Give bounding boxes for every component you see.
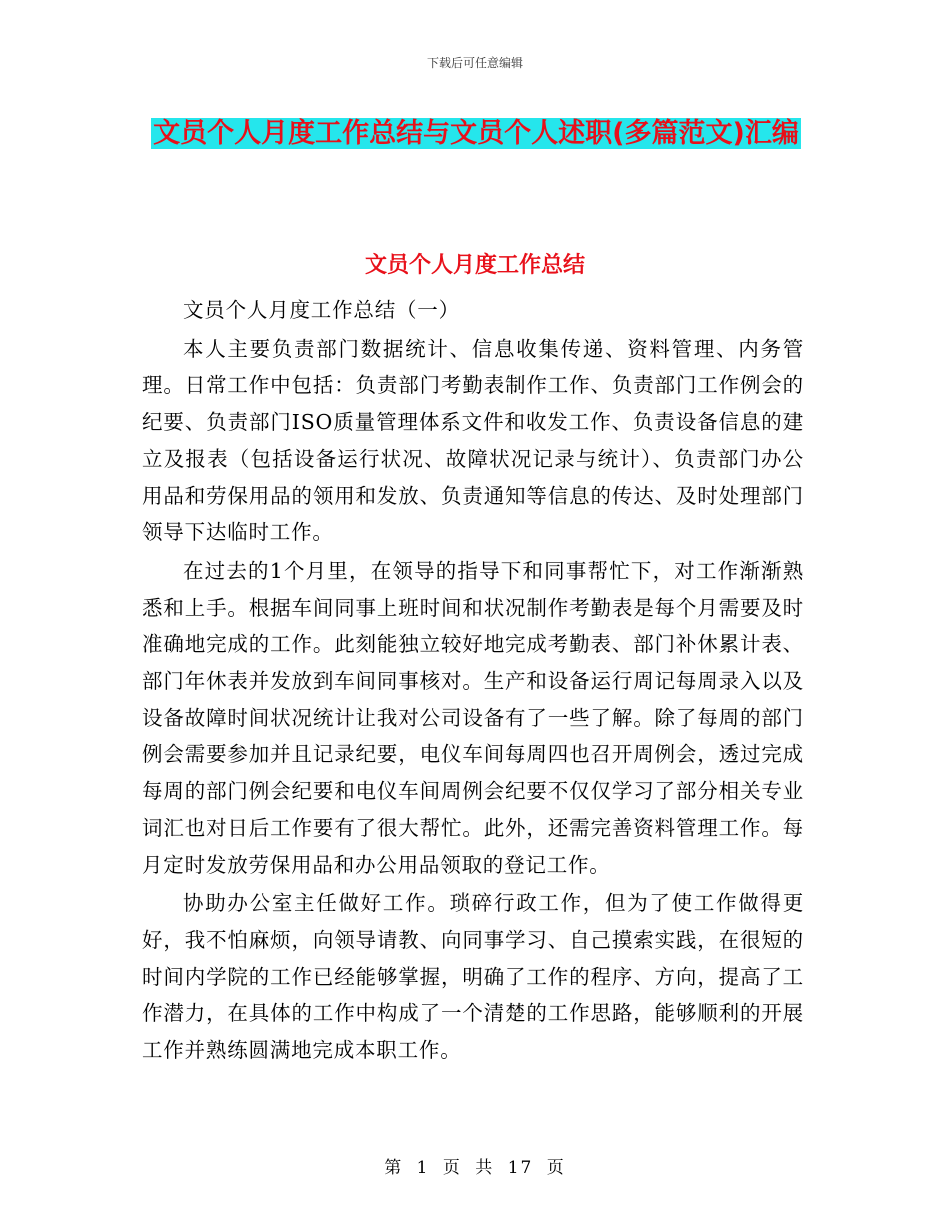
section-title: 文员个人月度工作总结 xyxy=(364,253,585,278)
document-title-text: 文员个人月度工作总结与文员个人述职(多篇范文)汇编 xyxy=(153,118,799,149)
paragraph: 在过去的1个月里，在领导的指导下和同事帮忙下，对工作渐渐熟悉和上手。根据车间同事上班时间和状况制作考勤表是每个月需要及时准确地完成的工作。此刻能独立较好地完成考勤表、部门补休累计表、部门年休表并发放到车间同事核对。生产和设备运行周记每周录入以及设备故障时间状况统计让我对公司设备有了一些了解。除了每周的部门例会需要参加并且记录纪要，电仪车间每周四也召开周例会，透过完成每周的部门例会纪要和电仪车间周例会纪要不仅仅学习了部分相关专业词汇也对日后工作要有了很大帮忙。此外，还需完善资料管理工作。每月定时发放劳保用品和办公用品领取的登记工作。 xyxy=(142,558,804,877)
document-title xyxy=(142,112,810,156)
document-body xyxy=(142,292,804,1071)
paragraph: 协助办公室主任做好工作。琐碎行政工作，但为了使工作做得更好，我不怕麻烦，向领导请教、向同事学习、自己摸索实践，在很短的时间内学院的工作已经能够掌握，明确了工作的程序、方向，提高了工作潜力，在具体的工作中构成了一个清楚的工作思路，能够顺利的开展工作并熟练圆满地完成本职工作。 xyxy=(142,891,804,1063)
page-footer: 第 1 页 共 17 页 xyxy=(384,1158,566,1178)
paragraph-subtitle: 文员个人月度工作总结（一） xyxy=(183,298,460,322)
page-header-note: 下载后可任意编辑 xyxy=(426,56,523,70)
paragraph: 本人主要负责部门数据统计、信息收集传递、资料管理、内务管理。日常工作中包括：负责部门考勤表制作工作、负责部门工作例会的纪要、负责部门ISO质量管理体系文件和收发工作、负责设备信息的建立及报表（包括设备运行状况、故障状况记录与统计）、负责部门办公用品和劳保用品的领用和发放、负责通知等信息的传达、及时处理部门领导下达临时工作。 xyxy=(142,336,804,545)
